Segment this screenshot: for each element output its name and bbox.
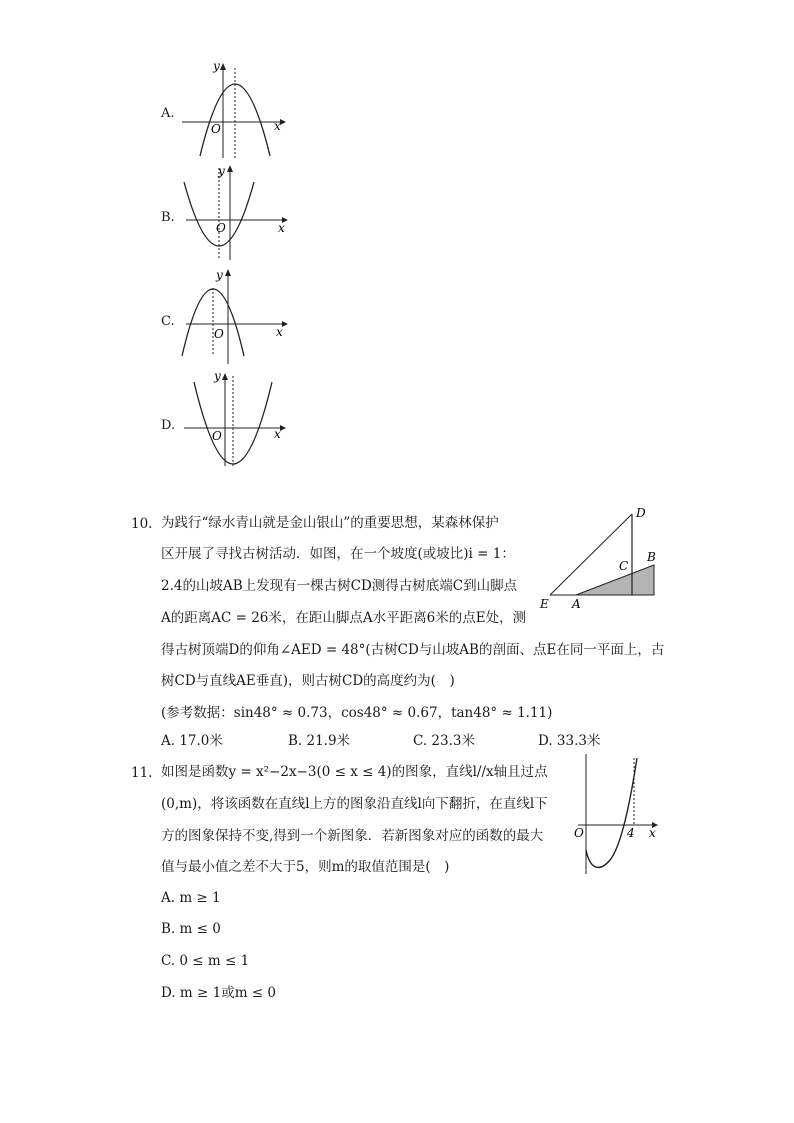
option-a-graph [180,58,290,160]
q10-choice-b[interactable]: B. 21.9米 [288,733,351,749]
q10-choice-a[interactable]: A. 17.0米 [161,733,223,749]
svg-text:C: C [619,559,629,573]
q11-line-1: 如图是函数y = x²−2x−3(0 ≤ x ≤ 4)的图象，直线l//x轴且过点 [161,764,548,780]
option-a-label: A. [161,106,175,121]
q10-choice-d[interactable]: D. 33.3米 [538,733,601,749]
svg-text:D: D [636,506,646,520]
svg-text:y: y [218,164,225,178]
svg-text:y: y [213,59,220,73]
option-d-label: D. [161,418,176,433]
option-b-graph [180,160,290,262]
q11-choice-b[interactable]: B. m ≤ 0 [161,921,221,937]
q11-choice-a[interactable]: A. m ≥ 1 [161,890,221,906]
q11-number: 11. [131,765,153,781]
q11-choice-c[interactable]: C. 0 ≤ m ≤ 1 [161,953,250,969]
svg-text:O: O [211,122,221,136]
q10-choice-c[interactable]: C. 23.3米 [413,733,475,749]
svg-text:x: x [649,826,656,840]
svg-text:y: y [216,268,223,282]
svg-text:x: x [274,119,281,133]
svg-text:O: O [212,429,222,443]
svg-text:B: B [647,550,656,564]
q10-line-3: 2.4的山坡AB上发现有一棵古树CD测得古树底端C到山脚点 [161,578,518,594]
svg-text:x: x [276,325,283,339]
q10-line-5: 得古树顶端D的仰角∠AED = 48°(古树CD与山坡AB的剖面、点E在同一平面上，古 [161,642,665,658]
svg-text:E: E [540,597,549,611]
option-c-label: C. [161,314,175,329]
q10-slope-figure [536,500,666,615]
q11-function-graph [566,750,662,878]
svg-text:A: A [572,597,581,611]
q10-line-4: A的距离AC = 26米，在距山脚点A水平距离6米的点E处，测 [161,610,527,626]
svg-text:O: O [214,327,224,341]
q11-line-4: 值与最小值之差不大于5，则m的取值范围是( ) [161,859,450,875]
q11-line-3: 方的图象保持不变,得到一个新图象．若新图象对应的函数的最大 [161,828,544,844]
q11-choice-d[interactable]: D. m ≥ 1或m ≤ 0 [161,985,276,1001]
q10-number: 10. [131,516,153,532]
q11-line-2: (0,m)，将该函数在直线l上方的图象沿直线l向下翻折，在直线l下 [161,796,548,812]
option-d-graph [180,366,290,468]
q10-reference-data: (参考数据：sin48° ≈ 0.73，cos48° ≈ 0.67，tan48° ≈ 1.11) [161,705,553,721]
svg-text:O: O [574,826,584,840]
svg-text:4: 4 [627,826,635,840]
option-c-graph [180,264,290,366]
q10-line-1: 为践行“绿水青山就是金山银山”的重要思想，某森林保护 [161,515,499,531]
svg-text:x: x [274,427,281,441]
q10-line-6: 树CD与直线AE垂直)，则古树CD的高度约为( ) [161,673,455,689]
svg-text:O: O [216,221,226,235]
svg-text:y: y [214,369,221,383]
svg-text:x: x [278,221,285,235]
option-b-label: B. [161,210,175,225]
q10-line-2: 区开展了寻找古树活动．如图，在一个坡度(或坡比)i = 1： [161,546,515,562]
